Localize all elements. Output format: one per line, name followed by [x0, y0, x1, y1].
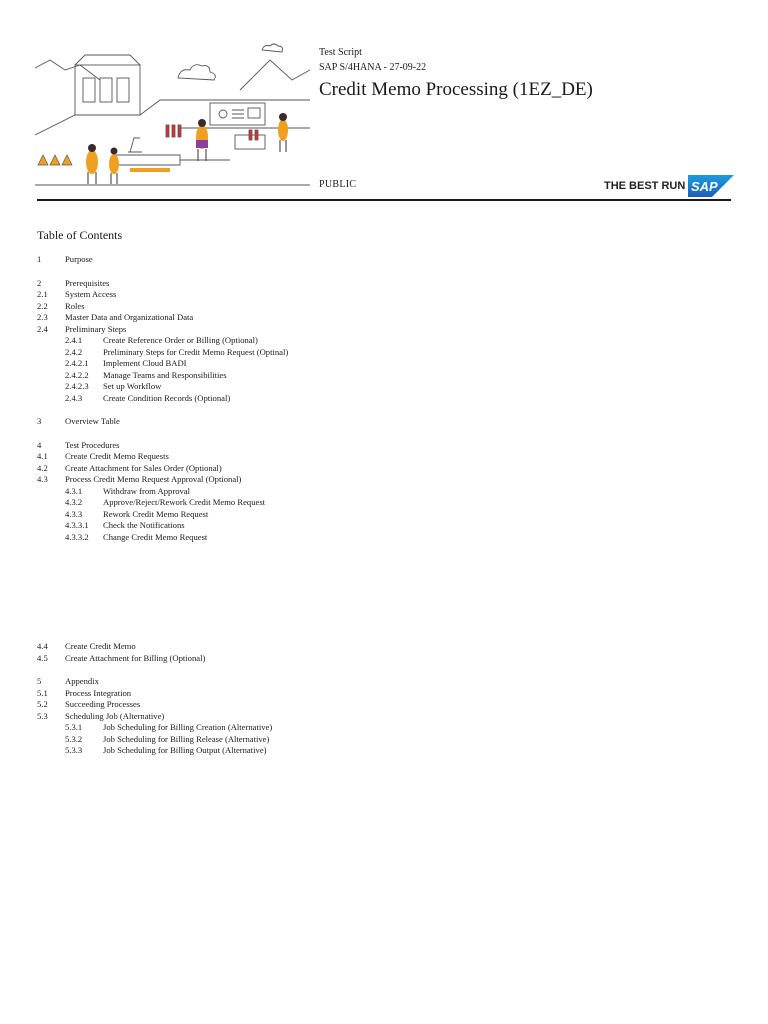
toc-entry[interactable]	[37, 497, 597, 509]
toc-entry-number: 4	[37, 439, 42, 450]
toc-entry-title: Rework Credit Memo Request	[103, 508, 209, 519]
header-illustration	[30, 40, 310, 190]
toc-entry-title: Job Scheduling for Billing Creation (Alternative)	[103, 722, 273, 732]
toc-entry-title: Approve/Reject/Rework Credit Memo Request	[103, 497, 266, 507]
toc-entry-title: Check the Notifications	[103, 520, 185, 530]
toc-entry[interactable]	[37, 486, 597, 498]
toc-entry[interactable]	[37, 463, 597, 475]
toc-entry-title: Overview Table	[65, 416, 120, 426]
toc-heading: Table of Contents	[37, 228, 123, 242]
toc-group	[37, 440, 597, 544]
table-of-contents	[37, 254, 597, 769]
toc-entry-title: Manage Teams and Responsibilities	[103, 369, 227, 380]
toc-entry-number: 2.4.2.2	[65, 369, 89, 380]
toc-entry-number: 5.3.2	[65, 733, 83, 744]
toc-entry-title: Process Integration	[65, 687, 132, 698]
toc-entry-number: 4.3	[37, 474, 48, 484]
toc-entry-number: 4.3.2	[65, 497, 83, 507]
toc-entry-title: Purpose	[65, 254, 93, 264]
product-version: SAP S/4HANA - 27-09-22	[319, 62, 427, 73]
toc-entry-title: Set up Workflow	[103, 381, 162, 391]
toc-group	[37, 676, 597, 757]
toc-entry[interactable]	[37, 451, 597, 463]
toc-entry-number: 2.4.3	[65, 392, 83, 403]
toc-group	[37, 254, 597, 266]
toc-entry[interactable]	[37, 734, 597, 746]
toc-entry-number: 4.4	[37, 641, 48, 651]
toc-entry-title: Create Attachment for Billing (Optional)	[65, 652, 206, 663]
toc-entry-number: 2	[37, 277, 42, 288]
toc-entry[interactable]	[37, 722, 597, 734]
document-type: Test Script	[319, 47, 362, 58]
toc-entry-number: 4.3.3.1	[65, 520, 89, 530]
toc-entry-number: 2.4.2.3	[65, 381, 89, 391]
toc-entry-title: Job Scheduling for Billing Release (Alternative)	[103, 733, 270, 744]
document-title: Credit Memo Processing (1EZ_DE)	[319, 79, 593, 100]
toc-entry-title: Roles	[65, 300, 85, 311]
toc-entry[interactable]	[37, 278, 597, 290]
toc-entry-number: 5.3.1	[65, 722, 83, 732]
toc-entry-number: 5	[37, 676, 42, 686]
toc-entry-title: Create Condition Records (Optional)	[103, 392, 231, 403]
toc-entry-title: Job Scheduling for Billing Output (Alternative)	[103, 745, 267, 755]
toc-entry-title: Create Credit Memo Requests	[65, 451, 169, 461]
toc-entry[interactable]	[37, 301, 597, 313]
toc-entry[interactable]	[37, 347, 597, 359]
toc-entry-number: 4.3.3.2	[65, 531, 89, 542]
toc-entry[interactable]	[37, 688, 597, 700]
toc-entry-number: 2.4	[37, 323, 48, 334]
toc-entry-title: Create Reference Order or Billing (Optional)	[103, 335, 258, 345]
header-divider	[37, 199, 731, 201]
brand-tagline: THE BEST RUN	[604, 180, 686, 192]
toc-entry-number: 5.1	[37, 687, 48, 698]
toc-entry-number: 5.2	[37, 699, 48, 709]
toc-entry-number: 4.3.1	[65, 485, 83, 496]
toc-entry-number: 2.4.2.1	[65, 358, 89, 368]
toc-entry-title: Preliminary Steps	[65, 323, 127, 334]
toc-entry[interactable]	[37, 370, 597, 382]
toc-entry-title: Implement Cloud BADI	[103, 358, 187, 368]
toc-entry-title: Appendix	[65, 676, 99, 686]
toc-entry[interactable]	[37, 416, 597, 428]
toc-entry[interactable]	[37, 324, 597, 336]
toc-entry[interactable]	[37, 745, 597, 757]
toc-entry-number: 3	[37, 416, 42, 426]
toc-entry-title: Succeeding Processes	[65, 699, 141, 709]
toc-entry-title: Preliminary Steps for Credit Memo Request (Optinal)	[103, 346, 289, 357]
toc-entry-number: 5.3	[37, 710, 48, 721]
toc-entry[interactable]	[37, 381, 597, 393]
toc-entry[interactable]	[37, 520, 597, 532]
toc-entry[interactable]	[37, 676, 597, 688]
toc-entry-title: Create Attachment for Sales Order (Optional)	[65, 462, 222, 473]
toc-entry-title: Test Procedures	[65, 439, 120, 450]
toc-entry[interactable]	[37, 532, 597, 544]
toc-entry-number: 2.4.1	[65, 335, 83, 345]
factory-lab-illustration-icon	[30, 40, 310, 190]
toc-entry-number: 2.4.2	[65, 346, 83, 357]
toc-entry-number: 2.2	[37, 300, 48, 311]
toc-entry-title: Change Credit Memo Request	[103, 531, 208, 542]
toc-entry[interactable]	[37, 289, 597, 301]
toc-entry[interactable]	[37, 641, 597, 653]
toc-entry-number: 2.3	[37, 312, 48, 322]
toc-group	[37, 641, 597, 664]
toc-entry[interactable]	[37, 254, 597, 266]
toc-entry[interactable]	[37, 335, 597, 347]
toc-entry-number: 4.1	[37, 451, 48, 461]
toc-entry-title: System Access	[65, 289, 117, 299]
toc-entry[interactable]	[37, 440, 597, 452]
toc-entry-number: 1	[37, 254, 42, 264]
toc-entry[interactable]	[37, 358, 597, 370]
toc-entry[interactable]	[37, 711, 597, 723]
toc-entry-number: 4.5	[37, 652, 48, 663]
toc-entry-title: Withdraw from Approval	[103, 485, 191, 496]
toc-entry[interactable]	[37, 699, 597, 711]
toc-entry[interactable]	[37, 393, 597, 405]
toc-entry-title: Prerequisites	[65, 277, 110, 288]
toc-entry-number: 2.1	[37, 289, 48, 299]
toc-entry-number: 4.3.3	[65, 508, 83, 519]
toc-entry-number: 5.3.3	[65, 745, 83, 755]
toc-entry[interactable]	[37, 653, 597, 665]
toc-group	[37, 278, 597, 405]
toc-entry-title: Process Credit Memo Request Approval (Optional)	[65, 474, 242, 484]
brand-block	[604, 175, 734, 197]
toc-group	[37, 416, 597, 428]
toc-entry-title: Scheduling Job (Alternative)	[65, 710, 165, 721]
toc-entry-number: 4.2	[37, 462, 48, 473]
toc-entry[interactable]	[37, 312, 597, 324]
sap-logo-text: SAP	[691, 179, 719, 194]
toc-spacer	[37, 555, 597, 641]
toc-entry-title: Create Credit Memo	[65, 641, 136, 651]
toc-entry[interactable]	[37, 509, 597, 521]
sap-logo-icon	[688, 175, 734, 197]
toc-entry[interactable]	[37, 474, 597, 486]
toc-entry-title: Master Data and Organizational Data	[65, 312, 194, 322]
classification-label: PUBLIC	[319, 179, 357, 190]
